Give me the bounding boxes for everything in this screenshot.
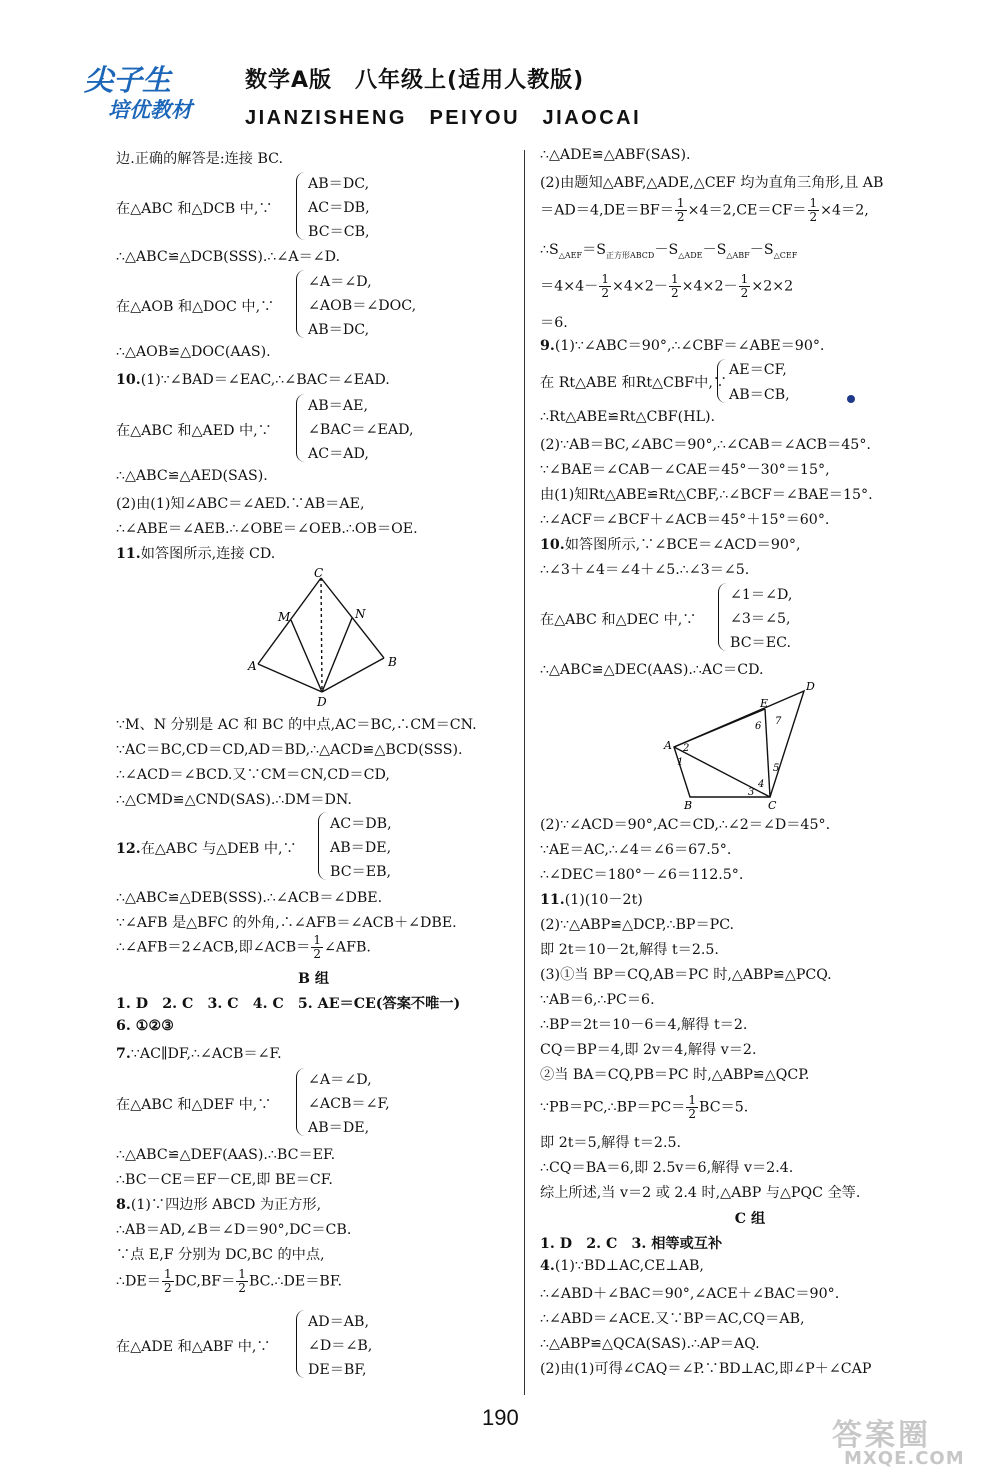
equation-system	[116, 170, 496, 244]
text-line: ∴BP＝2t＝10－6＝4,解得 t＝2.	[540, 1017, 748, 1033]
line-text: (1)∵∠ABC＝90°,∴∠CBF＝∠ABE＝90°.	[554, 338, 825, 354]
system-item: BC＝EB,	[330, 864, 392, 880]
page-number: 190	[482, 1405, 519, 1430]
fraction-denominator: 2	[238, 1281, 246, 1295]
point-label: D	[806, 680, 815, 693]
brand-logo	[84, 56, 234, 126]
text-line: ∵∠AFB 是△BFC 的外角,∴∠AFB＝∠ACB＋∠DBE.	[116, 915, 457, 931]
question-number: 7.	[116, 1046, 131, 1062]
line-text: ×4×2－	[681, 278, 738, 295]
line-text: －S	[654, 242, 679, 258]
text-line: ∴△ADE≌△ABF(SAS).	[540, 147, 691, 163]
system-item: AB＝DE,	[308, 1120, 370, 1136]
text-line: 即 2t＝5,解得 t＝2.5.	[540, 1135, 681, 1151]
book-title: 数学A版 八年级上(适用人教版)	[245, 68, 585, 93]
fraction	[808, 197, 820, 224]
system-item: AB＝CB,	[729, 387, 790, 403]
text-line: ∴∠ABD＝∠ACE.又∵BP＝AC,CQ＝AB,	[540, 1311, 805, 1327]
system-prefix: 在△AOB 和△DOC 中,∵	[116, 299, 275, 315]
point-label: A	[248, 659, 257, 673]
system-brace	[296, 172, 306, 240]
fraction	[599, 273, 611, 300]
text-line	[116, 1043, 282, 1063]
fraction-numerator: 1	[601, 272, 609, 286]
line-text: ×4×2－	[611, 278, 668, 295]
point-label: C	[314, 566, 324, 580]
text-line: ∴∠ACD＝∠BCD.又∵CM＝CN,CD＝CD,	[116, 767, 390, 783]
text-line: ∵M、N 分别是 AC 和 BC 的中点,AC＝BC,∴CM＝CN.	[116, 717, 477, 733]
system-item: AB＝DC,	[308, 176, 370, 192]
angle-label: 1	[677, 757, 684, 768]
text-line: 由(1)知Rt△ABE≌Rt△CBF,∴∠BCF＝∠BAE＝15°.	[540, 487, 873, 503]
text-line: ∴△ABC≌△AED(SAS).	[116, 468, 268, 484]
line-text: ∵PB＝PC,∴BP＝PC＝	[540, 1099, 686, 1116]
question-number: 12.	[116, 841, 141, 857]
line-text: ＝S	[582, 242, 606, 258]
line-text: ＝4×4－	[540, 278, 599, 295]
fraction-numerator: 1	[688, 1093, 697, 1107]
text-line: ∴BC－CE＝EF－CE,即 BE＝CF.	[116, 1172, 333, 1188]
fraction-denominator: 2	[809, 210, 818, 224]
text-line: ∴△ABC≌△DEC(AAS).∴AC＝CD.	[540, 662, 764, 678]
system-item: ∠3＝∠5,	[730, 611, 791, 627]
text-line: ∴∠3＋∠4＝∠4＋∠5.∴∠3＝∠5.	[540, 562, 750, 578]
book-subtitle: JIANZISHENG PEIYOU JIAOCAI	[245, 107, 642, 129]
system-brace	[296, 270, 306, 338]
line-text: BC＝5.	[699, 1099, 749, 1116]
angle-label: 6	[755, 721, 762, 732]
text-line	[116, 369, 390, 389]
point-label: B	[684, 799, 693, 809]
ink-dot	[847, 395, 855, 403]
fraction	[686, 1094, 698, 1121]
line-text: (1)∵∠BAD＝∠EAC,∴∠BAC＝∠EAD.	[140, 372, 390, 388]
text-line: ∴∠ACF＝∠BCF＋∠ACB＝45°＋15°＝60°.	[540, 512, 830, 528]
text-line: ∵点 E,F 分别为 DC,BC 的中点,	[116, 1247, 325, 1263]
equation-system	[540, 357, 940, 407]
text-line	[540, 1258, 704, 1274]
text-line: (2)由(1)知∠ABC＝∠AED.∵AB＝AE,	[116, 496, 365, 512]
text-line: ∴△ABC≌△DEF(AAS).∴BC＝EF.	[116, 1147, 336, 1163]
fraction-numerator: 1	[809, 196, 818, 210]
group-heading-b: B 组	[297, 971, 330, 987]
system-item: AB＝AE,	[308, 398, 368, 414]
watermark-line-1: 答案圈	[832, 1418, 931, 1453]
system-brace	[718, 583, 728, 651]
text-line: 边.正确的解答是:连接 BC.	[116, 151, 284, 167]
subscript: 正方形ABCD	[606, 250, 655, 260]
equation-system	[116, 1308, 496, 1382]
text-line: (2)∵AB＝BC,∠ABC＝90°,∴∠CAB＝∠ACB＝45°.	[540, 437, 871, 453]
system-item: ∠1＝∠D,	[730, 587, 793, 603]
text-line	[540, 239, 797, 261]
line-text: －S	[749, 242, 774, 258]
system-item: AB＝DE,	[330, 840, 392, 856]
question-number: 9.	[540, 338, 555, 354]
system-item: AC＝DB,	[330, 816, 392, 832]
column-divider	[524, 150, 525, 1395]
angle-label: 2	[683, 743, 690, 754]
line-text: ＝AD＝4,DE＝BF＝	[540, 202, 674, 219]
fraction-denominator: 2	[163, 1281, 172, 1295]
text-line: ∴△ABC≌△DEB(SSS).∴∠ACB＝∠DBE.	[116, 890, 383, 906]
line-text: ∵AC∥DF,∴∠ACB＝∠F.	[130, 1046, 282, 1062]
fraction-numerator: 1	[313, 933, 321, 947]
system-prefix: 在△ABC 和△DCB 中,∵	[116, 201, 273, 217]
geometry-figure-quadrilateral	[662, 679, 822, 809]
line-text: (1)∵BD⊥AC,CE⊥AB,	[554, 1258, 704, 1274]
line-text: ×4＝2,CE＝CF＝	[687, 202, 807, 219]
system-item: ∠BAC＝∠EAD,	[308, 422, 414, 438]
system-item: AD＝AB,	[308, 1314, 369, 1330]
fraction-numerator: 1	[676, 196, 685, 210]
equation-system	[116, 392, 496, 466]
fraction	[311, 934, 323, 961]
text-line: ∵∠BAE＝∠CAB－∠CAE＝45°－30°＝15°,	[540, 462, 830, 478]
line-text: DC,BF＝	[174, 1273, 236, 1290]
line-text: ∠AFB.	[324, 939, 371, 956]
fraction	[675, 197, 687, 224]
fraction-denominator: 2	[671, 286, 679, 300]
equation-system	[116, 268, 496, 342]
point-label: N	[355, 607, 366, 621]
system-item: AB＝DC,	[308, 322, 370, 338]
fraction-numerator: 1	[163, 1267, 172, 1281]
text-line: ∴△AOB≌△DOC(AAS).	[116, 344, 271, 360]
system-brace	[296, 1310, 306, 1378]
system-item: AC＝DB,	[308, 200, 370, 216]
text-line	[116, 1194, 321, 1214]
system-item: ∠A＝∠D,	[308, 1072, 372, 1088]
point-label: C	[768, 799, 777, 809]
system-item: ∠AOB＝∠DOC,	[308, 298, 417, 314]
system-brace	[296, 1068, 306, 1136]
text-line: ＝6.	[540, 315, 568, 331]
text-line: ∴Rt△ABE≌Rt△CBF(HL).	[540, 409, 716, 425]
question-number: 4.	[540, 1258, 555, 1274]
fraction-numerator: 1	[238, 1267, 246, 1281]
equation-system	[116, 1066, 496, 1140]
system-prefix: 在△ABC 和△DEF 中,∵	[116, 1097, 272, 1113]
text-line: ∵AB＝6,∴PC＝6.	[540, 992, 655, 1008]
text-line: 1. D 2. C 3. 相等或互补	[540, 1236, 723, 1252]
text-line	[540, 1094, 748, 1121]
system-item: ∠ACB＝∠F,	[308, 1096, 390, 1112]
text-line: ∴∠ABD＋∠BAC＝90°,∠ACE＋∠BAC＝90°.	[540, 1286, 840, 1302]
point-label: M	[278, 610, 291, 624]
text-line	[540, 534, 801, 554]
system-prefix	[116, 838, 297, 858]
line-text: BC.∴DE＝BF.	[248, 1273, 342, 1290]
text-line: ∴AB＝AD,∠B＝∠D＝90°,DC＝CB.	[116, 1222, 352, 1238]
fraction-denominator: 2	[676, 210, 685, 224]
text-line: ∴△CMD≌△CND(SAS).∴DM＝DN.	[116, 792, 352, 808]
line-text: 如答图所示,连接 CD.	[140, 546, 276, 562]
system-item: AC＝AD,	[308, 446, 369, 462]
line-text: ×4＝2,	[820, 202, 869, 219]
system-prefix: 在 Rt△ABE 和Rt△CBF中,∵	[540, 375, 728, 391]
line-text: ×2×2	[751, 278, 794, 295]
fraction	[236, 1268, 248, 1295]
fraction-numerator: 1	[671, 272, 679, 286]
text-line: 1. D 2. C 3. C 4. C 5. AE＝CE(答案不唯一)	[116, 996, 461, 1012]
text-line: ②当 BA＝CQ,PB＝PC 时,△ABP≌△QCP.	[540, 1067, 810, 1083]
text-line: ∴∠DEC＝180°－∠6＝112.5°.	[540, 867, 744, 883]
fraction-denominator: 2	[740, 286, 749, 300]
text-line	[540, 197, 869, 224]
point-label: A	[664, 739, 672, 752]
angle-label: 5	[773, 763, 780, 774]
logo-line-2: 培优教材	[108, 97, 192, 122]
text-line	[116, 1268, 342, 1295]
watermark	[832, 1410, 982, 1470]
question-number: 10.	[540, 537, 565, 553]
system-item: AE＝CF,	[729, 362, 787, 378]
question-number: 10.	[116, 372, 141, 388]
text-line: (2)∵△ABP≌△DCP,∴BP＝PC.	[540, 917, 735, 933]
line-text: 如答图所示,∵∠BCE＝∠ACD＝90°,	[564, 537, 801, 553]
system-item: BC＝CB,	[308, 224, 370, 240]
text-line: CQ＝BP＝4,即 2v＝4,解得 v＝2.	[540, 1042, 757, 1058]
system-prefix: 在△ABC 和△AED 中,∵	[116, 423, 272, 439]
text-line: ∴△ABC≌△DCB(SSS).∴∠A＝∠D.	[116, 249, 341, 265]
question-number: 11.	[540, 892, 565, 908]
text-line	[116, 934, 371, 961]
fraction	[162, 1268, 174, 1295]
fraction-numerator: 1	[740, 272, 749, 286]
text-line: 综上所述,当 v＝2 或 2.4 时,△ABP 与△PQC 全等.	[540, 1185, 861, 1201]
angle-label: 7	[775, 716, 782, 727]
system-item: ∠D＝∠B,	[308, 1338, 373, 1354]
text-line: (2)由(1)可得∠CAQ＝∠P.∵BD⊥AC,即∠P＋∠CAP	[540, 1361, 872, 1377]
system-brace	[318, 812, 328, 880]
system-item: DE＝BF,	[308, 1362, 367, 1378]
text-line: ∴△ABP≌△QCA(SAS).∴AP＝AQ.	[540, 1336, 760, 1352]
equation-system	[116, 810, 496, 884]
subscript: △ABF	[726, 250, 750, 260]
system-brace	[717, 359, 727, 403]
text-line: ∵AC＝BC,CD＝CD,AD＝BD,∴△ACD≌△BCD(SSS).	[116, 742, 463, 758]
text-line	[116, 543, 275, 563]
line-text: (1)∵四边形 ABCD 为正方形,	[130, 1197, 322, 1213]
text-line: (2)由题知△ABF,△ADE,△CEF 均为直角三角形,且 AB	[540, 175, 884, 191]
fraction-denominator: 2	[688, 1107, 697, 1121]
text-line	[540, 889, 643, 909]
text-line: ∵AE＝AC,∴∠4＝∠6＝67.5°.	[540, 842, 732, 858]
fraction	[739, 273, 751, 300]
line-text: ∴S	[540, 242, 559, 258]
text-line: 6. ①②③	[116, 1018, 174, 1034]
line-text: (1)(10－2t)	[564, 892, 643, 908]
line-text: ∴DE＝	[116, 1273, 161, 1290]
watermark-line-2: MXQE.COM	[844, 1448, 965, 1469]
text-line	[540, 335, 824, 355]
group-heading-c: C 组	[734, 1211, 766, 1227]
subscript: △AEF	[558, 250, 583, 260]
text-line: ∴∠ABE＝∠AEB.∴∠OBE＝∠OEB.∴OB＝OE.	[116, 521, 418, 537]
point-label: B	[388, 655, 397, 669]
point-label: E	[760, 697, 769, 710]
point-label: D	[317, 695, 327, 706]
subscript: △CEF	[773, 250, 798, 260]
text-line	[540, 273, 793, 300]
geometry-figure-kite	[246, 566, 406, 706]
text-line: (2)∵∠ACD＝90°,AC＝CD,∴∠2＝∠D＝45°.	[540, 817, 831, 833]
text-line: 即 2t＝10－2t,解得 t＝2.5.	[540, 942, 719, 958]
system-brace	[296, 394, 306, 462]
fraction-denominator: 2	[313, 947, 321, 961]
angle-label: 4	[758, 779, 765, 790]
equation-system	[540, 581, 940, 655]
text-line: ∴CQ＝BA＝6,即 2.5v＝6,解得 v＝2.4.	[540, 1160, 794, 1176]
system-prefix: 在△ABC 和△DEC 中,∵	[540, 612, 697, 628]
question-number: 11.	[116, 546, 141, 562]
text-line: (3)①当 BP＝CQ,AB＝PC 时,△ABP≌△PCQ.	[540, 967, 832, 983]
question-number: 8.	[116, 1197, 131, 1213]
line-text: 在△ABC 与△DEB 中,∵	[140, 841, 297, 857]
fraction-denominator: 2	[601, 286, 609, 300]
system-item: ∠A＝∠D,	[308, 274, 372, 290]
system-item: BC＝EC.	[730, 635, 791, 651]
line-text: ∴∠AFB＝2∠ACB,即∠ACB＝	[116, 939, 311, 956]
logo-line-1: 尖子生	[84, 63, 172, 97]
subscript: △ADE	[678, 250, 703, 260]
angle-label: 3	[748, 787, 755, 798]
system-prefix: 在△ADE 和△ABF 中,∵	[116, 1339, 271, 1355]
line-text: －S	[702, 242, 727, 258]
fraction	[669, 273, 681, 300]
